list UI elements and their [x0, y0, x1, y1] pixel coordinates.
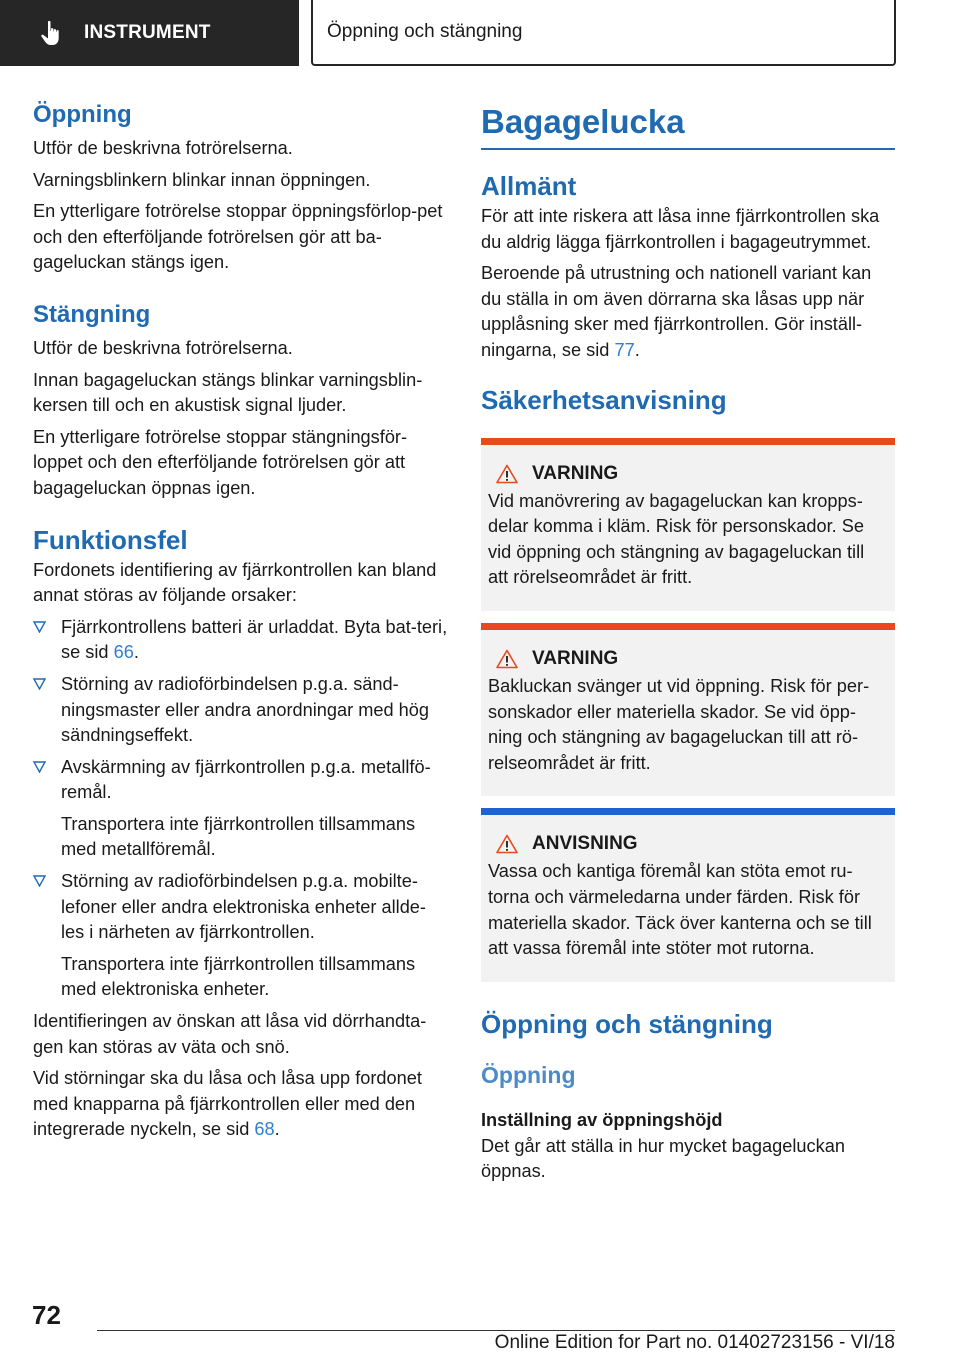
fault-item-2: Störning av radioförbindelsen p.g.a. sänd-ningsmaster eller andra anordningar med hög sändningseffekt. — [61, 673, 430, 746]
notice-triangle-icon — [496, 834, 518, 854]
closing-para-1: Utför de beskrivna fotrörelserna. — [33, 337, 293, 358]
triangle-bullet-icon — [33, 678, 46, 690]
opening-para-3: En ytterligare fotrörelse stoppar öppningsförlop-pet och den efterföljande fotrörelsen gör att ba-gageluckan stängs igen. — [33, 201, 443, 273]
warning-label: VARNING — [532, 462, 619, 484]
closing-para-2: Innan bagageluckan stängs blinkar varningsblin-kersen till och en akustisk signal ljuder. — [33, 369, 423, 416]
page-number: 72 — [32, 1300, 61, 1330]
list-item: Fjärrkontrollens batteri är urladdat. Byta bat-teri, se sid 66. — [33, 615, 448, 666]
safety-heading: Säkerhetsanvisning — [481, 384, 727, 415]
title-rule — [481, 96, 895, 150]
general-para-1: För att inte riskera att låsa inne fjärrkontrollen ska du aldrig lägga fjärrkontrollen i bagageutrymmet. — [481, 206, 880, 252]
left-column: Öppning Utför de beskrivna fotrörelserna. Varningsblinkern blinkar innan öppningen. En ytterligare fotrörelse stoppar öppningsförlop-pet och den efterföljande fotrörelsen gör att ba-gageluckan stängs igen. Stängning Utför de beskrivna fotrörelserna. Innan bagageluckan stängs blinkar varningsblin-kersen till och en akustisk signal ljuder. En ytterligare fotrörelse stoppar stängningsför-loppet och den efterföljande fotrörelsen gör att bagageluckan öppnas igen. Funktionsfel Fordonets identifiering av fjärrkontrollen kan bland annat störas av följande orsaker: Fjärrkontrollens batteri är urladdat. Byta bat-teri, se sid 66. Störning av radioförbindelsen p.g.a. sänd-ningsmaster eller andra anordningar med hög sändningseffekt. Avskärmning av fjärrkontrollen p.g.a. metallfö-remål. Transportera inte fjärrkontrollen tillsammans med metallföremål. Störning av radioförbindelsen p.g.a. mobilte-lefoner eller andra elektroniska enheter allde-les i närheten av fjärrkontrollen. Transportera inte fjärrkontrollen tillsammans med elektroniska enheter. Identifieringen av önskan att låsa vid dörrhandta-gen kan störas av väta och snö. Vid störningar ska du låsa och låsa upp fordonet med knapparna på fjärrkontrollen eller med den integrerade nyckeln, se sid 68. — [33, 98, 448, 1149]
fault-item-1: Fjärrkontrollens batteri är urladdat. Byta bat-teri, se sid — [61, 616, 448, 663]
fault-heading: Funktionsfel — [33, 524, 188, 555]
warning-triangle-icon — [496, 464, 518, 484]
warning-text: Bakluckan svänger ut vid öppning. Risk för per-sonskador eller materiella skador. Se vid öpp-ning och stängning av bagageluckan till att rö-relseområdet är fritt. — [488, 675, 870, 773]
warning-label: VARNING — [532, 647, 619, 669]
opening-heading: Öppning — [33, 101, 132, 128]
page-ref-77[interactable]: 77 — [614, 339, 635, 360]
fault-list — [33, 615, 448, 1003]
fault-para-1: Identifieringen av önskan att låsa vid dörrhandta-gen kan störas av väta och snö. — [33, 1011, 427, 1057]
opening-para-2: Varningsblinkern blinkar innan öppningen. — [33, 169, 371, 190]
page-title: Bagagelucka — [481, 103, 685, 140]
triangle-bullet-icon — [33, 875, 46, 887]
list-item — [33, 869, 448, 1003]
notice-label: ANVISNING — [532, 833, 638, 855]
page-ref-68[interactable]: 68 — [254, 1119, 275, 1140]
page-ref-66[interactable]: 66 — [113, 642, 134, 663]
triangle-bullet-icon — [33, 621, 46, 633]
fault-para-2: Vid störningar ska du låsa och låsa upp fordonet med knapparna på fjärrkontrollen eller med den integrerade nyckeln, se sid — [33, 1068, 422, 1140]
notice-box — [481, 808, 895, 981]
setting-heading: Inställning av öppningshöjd — [481, 1109, 723, 1130]
section-label: INSTRUMENT — [84, 22, 211, 43]
setting-text: Det går att ställa in hur mycket bagageluckan öppnas. — [481, 1135, 845, 1182]
warning-text: Vid manövrering av bagageluckan kan kropps-delar komma i kläm. Risk för personskador. Se vid öppning och stängning av bagageluckan till att rörelseområdet är fritt. — [488, 490, 865, 588]
footer-edition: Online Edition for Part no. 01402723156 - VI/18 — [494, 1332, 895, 1353]
general-para-2: Beroende på utrustning och nationell variant kan du ställa in om även dörrarna ska låsas upp när upplåsning sker med fjärrkontrollen. Gör inställ-ningarna, se sid — [481, 263, 872, 360]
fault-intro: Fordonets identifiering av fjärrkontrollen kan bland annat störas av följande orsaker: — [33, 559, 437, 606]
closing-para-3: En ytterligare fotrörelse stoppar stängningsför-loppet och den efterföljande fotrörelsen gör att bagageluckan öppnas igen. — [33, 426, 408, 498]
fault-item-4: Störning av radioförbindelsen p.g.a. mobilte-lefoner eller andra elektroniska enheter allde-les i närheten av fjärrkontrollen. — [61, 871, 426, 943]
opening-closing-heading: Öppning och stängning — [481, 1008, 773, 1039]
general-heading: Allmänt — [481, 171, 577, 201]
opening-subheading: Öppning — [481, 1061, 576, 1088]
chapter-label: Öppning och stängning — [327, 21, 523, 42]
fault-item-3-sub: Transportera inte fjärrkontrollen tillsammans med metallföremål. — [61, 813, 416, 860]
warning-box-2 — [481, 623, 895, 796]
notice-text: Vassa och kantiga föremål kan stöta emot ru-torna och värmeledarna under färden. Risk för materiella skador. Täck över kanterna och se till att vassa föremål inte stöter mot rutorna. — [488, 861, 872, 959]
list-item — [33, 755, 448, 863]
footer-rule — [97, 1330, 895, 1331]
opening-para-1: Utför de beskrivna fotrörelserna. — [33, 138, 293, 158]
right-column: Bagagelucka Allmänt För att inte riskera att låsa inne fjärrkontrollen ska du aldrig lägga fjärrkontrollen i bagageutrymmet. Beroende på utrustning och nationell variant kan du ställa in om även dörrarna ska låsas upp när upplåsning sker med fjärrkontrollen. Gör inställ-ningarna, se sid 77. Säkerhetsanvisning VARNING Vid manövrering av bagageluckan kan kropps-delar komma i kläm. Risk för personskador. Se vid öppning och stängning av bagageluckan till att rörelseområdet är fritt. VARNING Bakluckan svänger ut vid öppning. Risk för per-sonskador eller materiella skador. Se vid öpp-ning och stängning av bagageluckan till att rö-relseområdet är fritt. ANVISNING Vassa och kantiga föremål kan stöta emot ru-torna och värmeledarna under färden. Risk för materiella skador. Täck över kanterna och se till att vassa föremål inte stöter mot rutorna. Öppning och stängning Öppning Inställning av öppningshöjd Det går att ställa in hur mycket bagageluckan öppnas. — [481, 96, 895, 1191]
page-header — [0, 0, 960, 66]
fault-item-3: Avskärmning av fjärrkontrollen p.g.a. metallfö-remål. — [61, 756, 431, 803]
pointing-hand-icon — [40, 20, 64, 46]
warning-box-1 — [481, 438, 895, 611]
list-item — [33, 672, 448, 749]
section-tab — [0, 0, 299, 66]
fault-item-4-sub: Transportera inte fjärrkontrollen tillsammans med elektroniska enheter. — [61, 953, 416, 1000]
closing-heading: Stängning — [33, 300, 151, 328]
chapter-tab — [311, 0, 896, 66]
warning-triangle-icon — [496, 649, 518, 669]
triangle-bullet-icon — [33, 761, 46, 773]
